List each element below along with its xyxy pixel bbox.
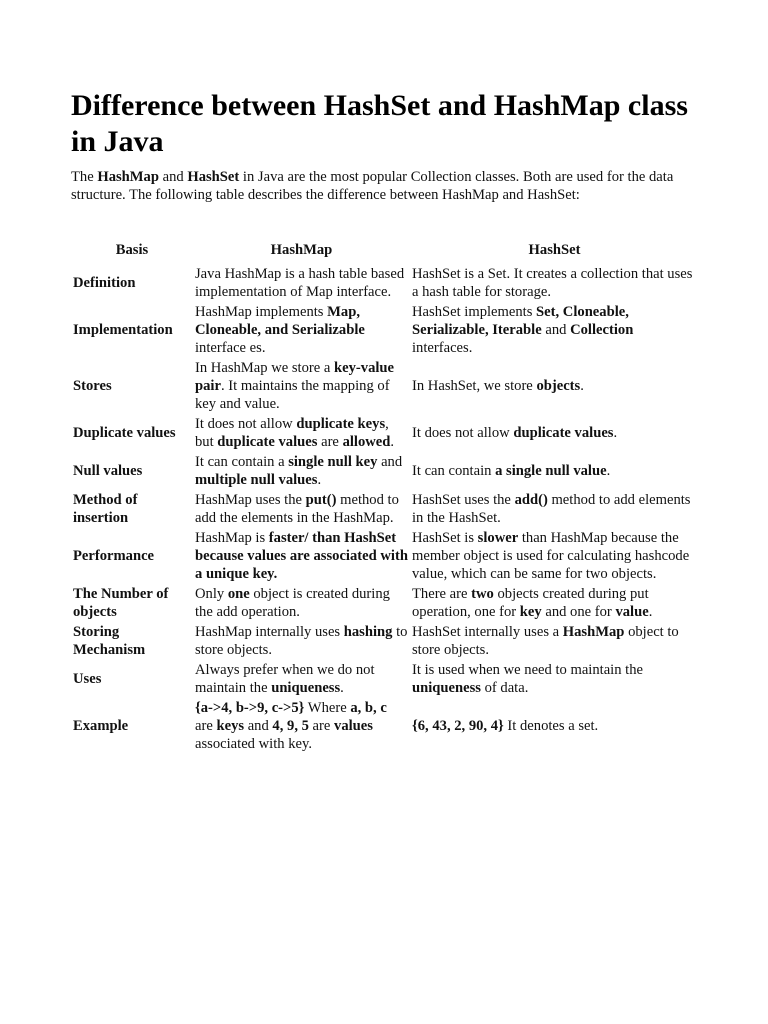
- table-row: [71, 490, 699, 528]
- table-header-row: [71, 240, 699, 264]
- page-title: Difference between HashSet and HashMap class in Java: [71, 89, 688, 158]
- basis-cell: Performance: [73, 548, 155, 564]
- basis-cell: Example: [73, 718, 129, 734]
- table-row: [71, 660, 699, 698]
- basis-cell: The Number of objects: [73, 586, 169, 620]
- table-row: [71, 452, 699, 490]
- table-row: [71, 358, 699, 414]
- basis-cell: Duplicate values: [73, 425, 176, 441]
- hashset-cell: HashSet is slower than HashMap because the member object is used for calculating hashcode value, which can be same for two objects.: [412, 530, 690, 582]
- table-row: [71, 622, 699, 660]
- table-row: [71, 528, 699, 584]
- hashset-cell: HashSet is a Set. It creates a collection that uses a hash table for storage.: [412, 266, 693, 300]
- header-hashmap: HashMap: [270, 242, 333, 258]
- header-basis: Basis: [115, 242, 149, 258]
- hashset-cell: In HashSet, we store objects.: [412, 378, 584, 394]
- basis-cell: Stores: [73, 378, 112, 394]
- hashset-cell: It does not allow duplicate values.: [412, 425, 618, 441]
- basis-cell: Implementation: [73, 322, 173, 338]
- intro-paragraph: The HashMap and HashSet in Java are the most popular Collection classes. Both are used for the data structure. The following table describes the difference between HashMap and HashSet:: [71, 169, 674, 203]
- hashset-cell: There are two objects created during put operation, one for key and one for value.: [412, 586, 653, 620]
- hashmap-cell: {a->4, b->9, c->5} Where a, b, c are keys and 4, 9, 5 are values associated with key.: [195, 700, 387, 752]
- header-hashset: HashSet: [528, 242, 581, 258]
- hashmap-cell: Java HashMap is a hash table based implementation of Map interface.: [195, 266, 405, 300]
- basis-cell: Uses: [73, 671, 102, 687]
- hashmap-cell: HashMap uses the put() method to add the elements in the HashMap.: [195, 492, 399, 526]
- hashmap-cell: HashMap is faster/ than HashSet because values are associated with a unique key.: [195, 530, 408, 582]
- table-row: [71, 302, 699, 358]
- hashmap-cell: In HashMap we store a key-value pair. It maintains the mapping of key and value.: [195, 360, 395, 412]
- hashmap-cell: It can contain a single null key and multiple null values.: [195, 454, 403, 488]
- basis-cell: Method of insertion: [73, 492, 138, 526]
- hashmap-cell: Always prefer when we do not maintain the uniqueness.: [195, 662, 375, 696]
- table-row: [71, 584, 699, 622]
- hashmap-cell: It does not allow duplicate keys, but duplicate values are allowed.: [195, 416, 395, 450]
- hashset-cell: HashSet implements Set, Cloneable, Serializable, Iterable and Collection interfaces.: [412, 304, 634, 356]
- table-row: [71, 264, 699, 302]
- hashset-cell: HashSet internally uses a HashMap object to store objects.: [412, 624, 679, 658]
- comparison-table: [71, 240, 699, 754]
- basis-cell: Null values: [73, 463, 143, 479]
- hashmap-cell: HashMap implements Map, Cloneable, and Serializable interface es.: [195, 304, 365, 356]
- basis-cell: Storing Mechanism: [73, 624, 146, 658]
- basis-cell: Definition: [73, 275, 136, 291]
- table-row: [71, 414, 699, 452]
- hashset-cell: HashSet uses the add() method to add elements in the HashSet.: [412, 492, 691, 526]
- hashset-cell: It can contain a single null value.: [412, 463, 611, 479]
- hashset-cell: {6, 43, 2, 90, 4} It denotes a set.: [412, 718, 599, 734]
- hashmap-cell: HashMap internally uses hashing to store objects.: [195, 624, 408, 658]
- hashset-cell: It is used when we need to maintain the uniqueness of data.: [412, 662, 644, 696]
- table-row: [71, 698, 699, 754]
- table-body: [71, 264, 699, 754]
- hashmap-cell: Only one object is created during the add operation.: [195, 586, 390, 620]
